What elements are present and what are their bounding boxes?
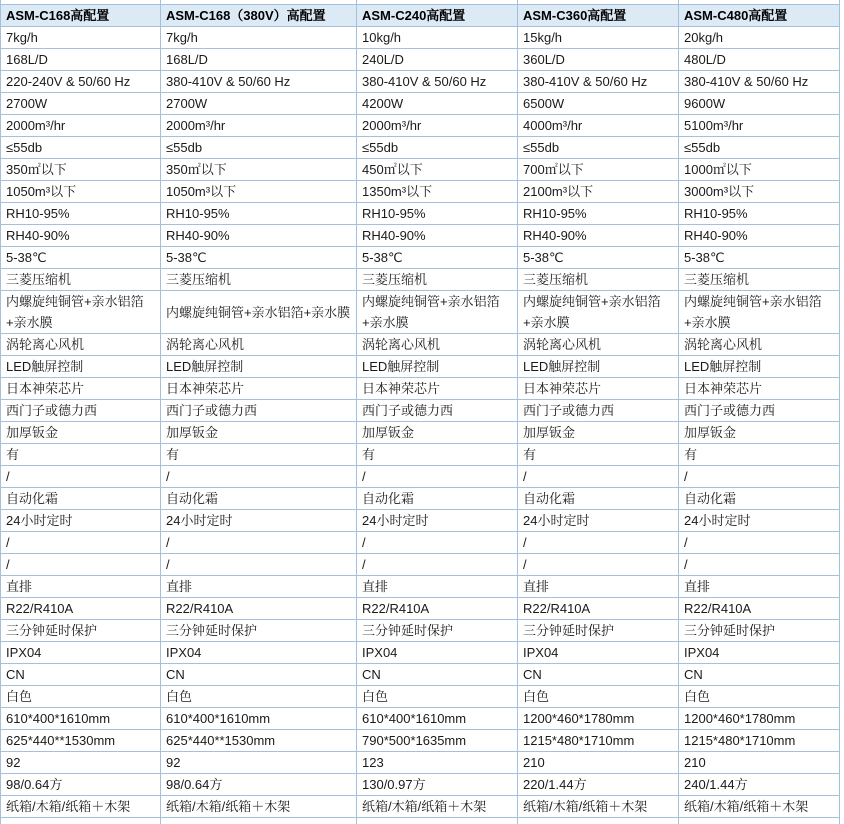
table-cell: 涡轮离心风机: [679, 334, 840, 356]
table-cell: 2100m³以下: [518, 181, 679, 203]
table-cell: 内螺旋纯铜管+亲水铝箔+亲水膜: [518, 291, 679, 334]
table-cell: 西门子或德力西: [161, 400, 357, 422]
table-cell: 西门子或德力西: [518, 400, 679, 422]
table-cell: 涡轮离心风机: [518, 334, 679, 356]
table-cell: 15kg/h: [518, 27, 679, 49]
table-row: [1, 510, 840, 532]
table-cell: 内螺旋纯铜管+亲水铝箔+亲水膜: [1, 291, 161, 334]
table-cell: 5100m³/hr: [679, 115, 840, 137]
partial-row-bottom: [1, 818, 840, 824]
table-row: [1, 664, 840, 686]
table-cell: 3000m³以下: [679, 181, 840, 203]
table-cell: 7kg/h: [161, 27, 357, 49]
table-row: [1, 334, 840, 356]
table-cell: /: [518, 554, 679, 576]
table-cell: 自动化霜: [161, 488, 357, 510]
table-cell: /: [357, 466, 518, 488]
table-cell: 2000m³/hr: [357, 115, 518, 137]
table-cell: 4200W: [357, 93, 518, 115]
table-cell: 92: [1, 752, 161, 774]
table-cell: IPX04: [357, 642, 518, 664]
table-cell: RH10-95%: [357, 203, 518, 225]
table-cell: ≤55db: [518, 137, 679, 159]
table-row: [1, 400, 840, 422]
table-row: [1, 752, 840, 774]
table-cell: RH10-95%: [161, 203, 357, 225]
table-cell: RH40-90%: [357, 225, 518, 247]
table-row: [1, 49, 840, 71]
table-cell: 24小时定时: [518, 510, 679, 532]
table-cell: 380-410V & 50/60 Hz: [357, 71, 518, 93]
table-row: [1, 203, 840, 225]
table-cell: 直排: [1, 576, 161, 598]
table-row: [1, 291, 840, 334]
table-cell: 380-410V & 50/60 Hz: [679, 71, 840, 93]
table-cell: 1215*480*1710mm: [518, 730, 679, 752]
table-cell: /: [161, 466, 357, 488]
table-cell: 350㎡以下: [1, 159, 161, 181]
table-row: [1, 159, 840, 181]
table-cell: 240L/D: [357, 49, 518, 71]
empty-cell: [679, 818, 840, 824]
table-cell: RH10-95%: [1, 203, 161, 225]
table-cell: /: [679, 466, 840, 488]
table-cell: 三分钟延时保护: [518, 620, 679, 642]
table-cell: /: [1, 466, 161, 488]
table-cell: 2000m³/hr: [161, 115, 357, 137]
table-row: [1, 598, 840, 620]
empty-cell: [518, 818, 679, 824]
table-cell: RH10-95%: [679, 203, 840, 225]
table-cell: 1000㎡以下: [679, 159, 840, 181]
table-cell: LED触屏控制: [357, 356, 518, 378]
table-row: [1, 642, 840, 664]
table-row: [1, 422, 840, 444]
table-cell: 700㎡以下: [518, 159, 679, 181]
table-cell: ≤55db: [679, 137, 840, 159]
table-row: [1, 708, 840, 730]
table-row: [1, 93, 840, 115]
table-cell: IPX04: [518, 642, 679, 664]
table-cell: 210: [518, 752, 679, 774]
table-row: [1, 115, 840, 137]
table-cell: /: [357, 532, 518, 554]
table-cell: 白色: [518, 686, 679, 708]
table-cell: 三菱压缩机: [518, 269, 679, 291]
empty-cell: [1, 818, 161, 824]
table-cell: RH40-90%: [1, 225, 161, 247]
table-cell: 三菱压缩机: [357, 269, 518, 291]
table-cell: 130/0.97方: [357, 774, 518, 796]
table-cell: 直排: [518, 576, 679, 598]
table-row: [1, 247, 840, 269]
table-cell: 有: [1, 444, 161, 466]
table-cell: 625*440**1530mm: [161, 730, 357, 752]
empty-cell: [161, 818, 357, 824]
table-cell: 加厚钣金: [518, 422, 679, 444]
table-cell: /: [161, 554, 357, 576]
table-cell: 有: [161, 444, 357, 466]
table-cell: 三分钟延时保护: [679, 620, 840, 642]
table-cell: R22/R410A: [679, 598, 840, 620]
table-cell: 有: [518, 444, 679, 466]
table-cell: 西门子或德力西: [357, 400, 518, 422]
table-cell: 内螺旋纯铜管+亲水铝箔+亲水膜: [161, 291, 357, 334]
table-cell: 92: [161, 752, 357, 774]
table-cell: 24小时定时: [1, 510, 161, 532]
table-cell: 610*400*1610mm: [161, 708, 357, 730]
table-cell: 450㎡以下: [357, 159, 518, 181]
table-cell: 自动化霜: [357, 488, 518, 510]
table-cell: LED触屏控制: [518, 356, 679, 378]
table-cell: 加厚钣金: [161, 422, 357, 444]
table-cell: RH40-90%: [679, 225, 840, 247]
table-cell: 涡轮离心风机: [161, 334, 357, 356]
column-header: ASM-C240高配置: [357, 5, 518, 27]
table-cell: IPX04: [161, 642, 357, 664]
table-cell: 4000m³/hr: [518, 115, 679, 137]
table-cell: CN: [357, 664, 518, 686]
table-row: [1, 466, 840, 488]
table-cell: 220-240V & 50/60 Hz: [1, 71, 161, 93]
table-row: [1, 444, 840, 466]
table-cell: 380-410V & 50/60 Hz: [518, 71, 679, 93]
table-cell: 涡轮离心风机: [1, 334, 161, 356]
table-cell: /: [1, 532, 161, 554]
table-cell: 三菱压缩机: [161, 269, 357, 291]
table-cell: 1050m³以下: [1, 181, 161, 203]
table-cell: 1200*460*1780mm: [679, 708, 840, 730]
table-cell: 98/0.64方: [161, 774, 357, 796]
table-cell: 790*500*1635mm: [357, 730, 518, 752]
table-cell: /: [161, 532, 357, 554]
table-cell: ≤55db: [161, 137, 357, 159]
table-cell: 日本神荣芯片: [161, 378, 357, 400]
table-cell: 168L/D: [1, 49, 161, 71]
table-cell: 1215*480*1710mm: [679, 730, 840, 752]
table-cell: 123: [357, 752, 518, 774]
table-cell: 1050m³以下: [161, 181, 357, 203]
header-row: [1, 5, 840, 27]
table-cell: 6500W: [518, 93, 679, 115]
table-cell: 98/0.64方: [1, 774, 161, 796]
table-row: [1, 356, 840, 378]
table-cell: 纸箱/木箱/纸箱＋木架: [518, 796, 679, 818]
table-row: [1, 378, 840, 400]
table-row: [1, 225, 840, 247]
table-cell: RH40-90%: [518, 225, 679, 247]
table-cell: 240/1.44方: [679, 774, 840, 796]
table-cell: 纸箱/木箱/纸箱＋木架: [357, 796, 518, 818]
table-cell: 24小时定时: [161, 510, 357, 532]
table-cell: 加厚钣金: [357, 422, 518, 444]
table-cell: /: [518, 466, 679, 488]
table-cell: R22/R410A: [1, 598, 161, 620]
table-row: [1, 730, 840, 752]
table-cell: 210: [679, 752, 840, 774]
table-cell: 5-38℃: [161, 247, 357, 269]
table-cell: ≤55db: [1, 137, 161, 159]
table-cell: 直排: [679, 576, 840, 598]
table-cell: 内螺旋纯铜管+亲水铝箔+亲水膜: [679, 291, 840, 334]
table-row: [1, 796, 840, 818]
table-cell: 三分钟延时保护: [357, 620, 518, 642]
table-row: [1, 181, 840, 203]
table-cell: 24小时定时: [679, 510, 840, 532]
table-cell: LED触屏控制: [161, 356, 357, 378]
table-cell: /: [518, 532, 679, 554]
table-cell: 360L/D: [518, 49, 679, 71]
table-cell: 380-410V & 50/60 Hz: [161, 71, 357, 93]
column-header: ASM-C480高配置: [679, 5, 840, 27]
table-cell: 内螺旋纯铜管+亲水铝箔+亲水膜: [357, 291, 518, 334]
table-cell: 日本神荣芯片: [1, 378, 161, 400]
table-cell: 西门子或德力西: [1, 400, 161, 422]
table-cell: 自动化霜: [518, 488, 679, 510]
table-row: [1, 488, 840, 510]
table-cell: 有: [357, 444, 518, 466]
table-cell: 三菱压缩机: [679, 269, 840, 291]
table-cell: 白色: [679, 686, 840, 708]
column-header: ASM-C360高配置: [518, 5, 679, 27]
table-cell: 20kg/h: [679, 27, 840, 49]
table-cell: 480L/D: [679, 49, 840, 71]
table-cell: 10kg/h: [357, 27, 518, 49]
table-cell: 日本神荣芯片: [357, 378, 518, 400]
table-cell: IPX04: [1, 642, 161, 664]
table-cell: 7kg/h: [1, 27, 161, 49]
table-cell: 白色: [357, 686, 518, 708]
table-cell: 直排: [357, 576, 518, 598]
table-cell: R22/R410A: [518, 598, 679, 620]
table-cell: CN: [161, 664, 357, 686]
table-row: [1, 576, 840, 598]
table-cell: 纸箱/木箱/纸箱＋木架: [1, 796, 161, 818]
table-cell: /: [1, 554, 161, 576]
table-cell: 直排: [161, 576, 357, 598]
table-cell: /: [679, 554, 840, 576]
table-row: [1, 137, 840, 159]
table-cell: 5-38℃: [518, 247, 679, 269]
table-cell: 有: [679, 444, 840, 466]
table-cell: 220/1.44方: [518, 774, 679, 796]
table-cell: 白色: [161, 686, 357, 708]
table-cell: 加厚钣金: [1, 422, 161, 444]
table-cell: RH10-95%: [518, 203, 679, 225]
table-cell: 三菱压缩机: [1, 269, 161, 291]
table-cell: 加厚钣金: [679, 422, 840, 444]
table-cell: 610*400*1610mm: [1, 708, 161, 730]
table-cell: /: [357, 554, 518, 576]
table-row: [1, 686, 840, 708]
table-cell: /: [679, 532, 840, 554]
table-cell: CN: [1, 664, 161, 686]
table-cell: CN: [679, 664, 840, 686]
table-cell: 白色: [1, 686, 161, 708]
table-cell: 5-38℃: [679, 247, 840, 269]
table-cell: LED触屏控制: [1, 356, 161, 378]
table-cell: LED触屏控制: [679, 356, 840, 378]
table-cell: 625*440**1530mm: [1, 730, 161, 752]
table-row: [1, 620, 840, 642]
table-cell: 纸箱/木箱/纸箱＋木架: [679, 796, 840, 818]
table-cell: RH40-90%: [161, 225, 357, 247]
column-header: ASM-C168高配置: [1, 5, 161, 27]
table-cell: 2000m³/hr: [1, 115, 161, 137]
table-cell: 纸箱/木箱/纸箱＋木架: [161, 796, 357, 818]
table-cell: 西门子或德力西: [679, 400, 840, 422]
empty-cell: [357, 818, 518, 824]
table-cell: 自动化霜: [679, 488, 840, 510]
table-cell: 610*400*1610mm: [357, 708, 518, 730]
table-cell: 350㎡以下: [161, 159, 357, 181]
table-cell: 5-38℃: [1, 247, 161, 269]
table-row: [1, 71, 840, 93]
table-row: [1, 774, 840, 796]
table-row: [1, 532, 840, 554]
table-cell: 日本神荣芯片: [679, 378, 840, 400]
table-cell: ≤55db: [357, 137, 518, 159]
table-cell: IPX04: [679, 642, 840, 664]
table-cell: 2700W: [1, 93, 161, 115]
table-cell: 2700W: [161, 93, 357, 115]
table-cell: 168L/D: [161, 49, 357, 71]
table-cell: 三分钟延时保护: [161, 620, 357, 642]
table-cell: 日本神荣芯片: [518, 378, 679, 400]
table-cell: 涡轮离心风机: [357, 334, 518, 356]
table-cell: CN: [518, 664, 679, 686]
table-row: [1, 27, 840, 49]
table-row: [1, 554, 840, 576]
table-cell: 三分钟延时保护: [1, 620, 161, 642]
table-cell: 24小时定时: [357, 510, 518, 532]
table-cell: 1200*460*1780mm: [518, 708, 679, 730]
column-header: ASM-C168（380V）高配置: [161, 5, 357, 27]
table-cell: 自动化霜: [1, 488, 161, 510]
table-cell: 5-38℃: [357, 247, 518, 269]
table-row: [1, 269, 840, 291]
table-cell: R22/R410A: [357, 598, 518, 620]
table-cell: 9600W: [679, 93, 840, 115]
table-cell: 1350m³以下: [357, 181, 518, 203]
table-cell: R22/R410A: [161, 598, 357, 620]
spec-table-body: [1, 0, 840, 824]
